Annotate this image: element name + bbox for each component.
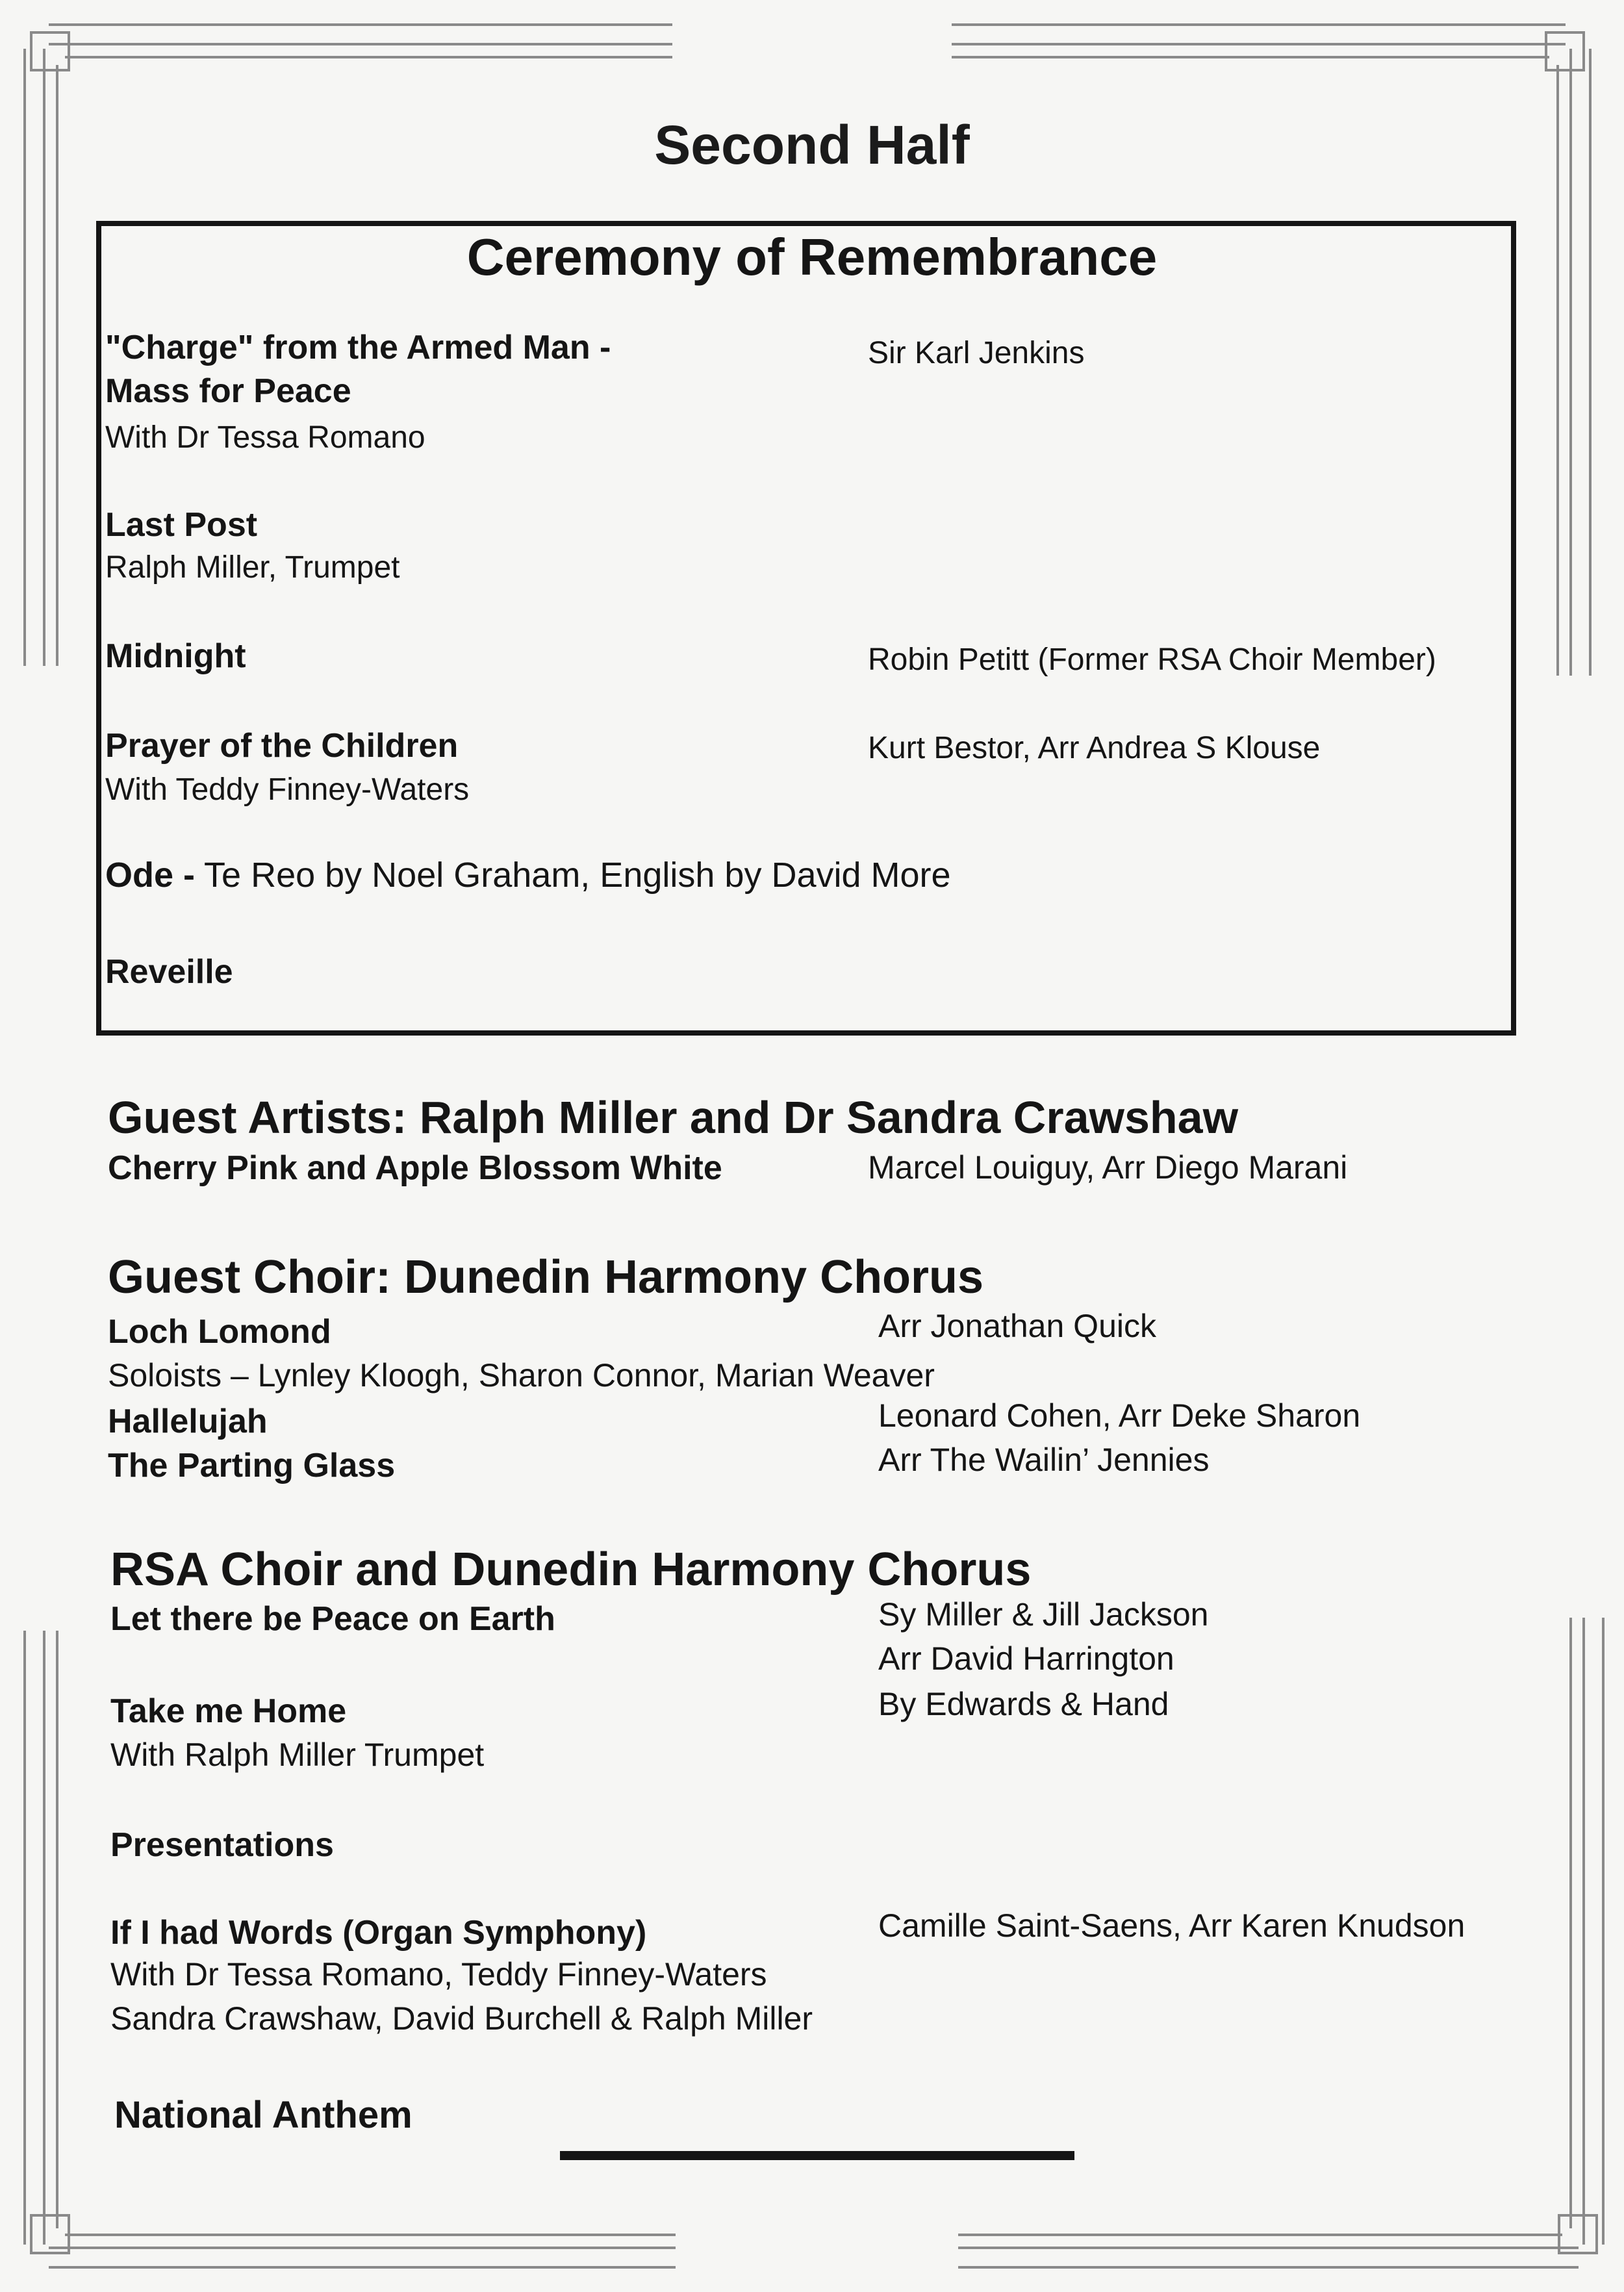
item-detail: Te Reo by Noel Graham, English by David More bbox=[195, 856, 951, 895]
item-title: Last Post bbox=[105, 506, 258, 544]
item-credit: Sir Karl Jenkins bbox=[868, 336, 1085, 370]
item-credit: Arr The Wailin’ Jennies bbox=[878, 1442, 1210, 1478]
item-credit: Kurt Bestor, Arr Andrea S Klouse bbox=[868, 731, 1321, 765]
ceremony-title: Ceremony of Remembrance bbox=[466, 228, 1158, 286]
item-title: Midnight bbox=[105, 637, 246, 675]
item-title: Prayer of the Children bbox=[105, 727, 459, 765]
item-title: Loch Lomond bbox=[108, 1313, 331, 1351]
ode-line bbox=[105, 855, 951, 895]
item-title: "Charge" from the Armed Man - bbox=[105, 329, 611, 366]
section-heading: Guest Choir: Dunedin Harmony Chorus bbox=[108, 1251, 984, 1303]
item-credit: Arr David Harrington bbox=[878, 1640, 1174, 1677]
item-title: Mass for Peace bbox=[105, 372, 351, 410]
page-title: Second Half bbox=[654, 114, 970, 175]
item-credit: By Edwards & Hand bbox=[878, 1686, 1169, 1722]
item-detail: With Dr Tessa Romano bbox=[105, 420, 425, 455]
item-detail: With Dr Tessa Romano, Teddy Finney-Waters bbox=[110, 1956, 767, 1993]
item-title: Take me Home bbox=[110, 1692, 347, 1730]
item-title: Ode - bbox=[105, 856, 196, 895]
item-title: Let there be Peace on Earth bbox=[110, 1600, 555, 1638]
item-title: Hallelujah bbox=[108, 1403, 268, 1440]
item-credit: Leonard Cohen, Arr Deke Sharon bbox=[878, 1397, 1361, 1434]
item-title: If I had Words (Organ Symphony) bbox=[110, 1914, 647, 1952]
item-detail: With Teddy Finney-Waters bbox=[105, 772, 470, 807]
item-credit: Marcel Louiguy, Arr Diego Marani bbox=[868, 1149, 1348, 1186]
item-detail: Sandra Crawshaw, David Burchell & Ralph Miller bbox=[110, 2000, 813, 2037]
item-detail: Ralph Miller, Trumpet bbox=[105, 550, 400, 585]
item-credit: Sy Miller & Jill Jackson bbox=[878, 1596, 1209, 1633]
closing-rule bbox=[560, 2151, 1074, 2160]
section-heading: RSA Choir and Dunedin Harmony Chorus bbox=[110, 1544, 1032, 1596]
item-title: Presentations bbox=[110, 1826, 334, 1864]
item-credit: Robin Petitt (Former RSA Choir Member) bbox=[868, 643, 1436, 677]
item-credit: Camille Saint-Saens, Arr Karen Knudson bbox=[878, 1907, 1465, 1944]
item-credit: Arr Jonathan Quick bbox=[878, 1308, 1156, 1344]
section-heading: Guest Artists: Ralph Miller and Dr Sandra Crawshaw bbox=[108, 1092, 1239, 1143]
item-detail: Soloists – Lynley Kloogh, Sharon Connor, Marian Weaver bbox=[108, 1357, 935, 1394]
item-detail: With Ralph Miller Trumpet bbox=[110, 1737, 485, 1773]
item-title: The Parting Glass bbox=[108, 1447, 396, 1484]
item-title: Cherry Pink and Apple Blossom White bbox=[108, 1149, 722, 1187]
item-title: National Anthem bbox=[114, 2094, 412, 2136]
item-title: Reveille bbox=[105, 953, 233, 991]
